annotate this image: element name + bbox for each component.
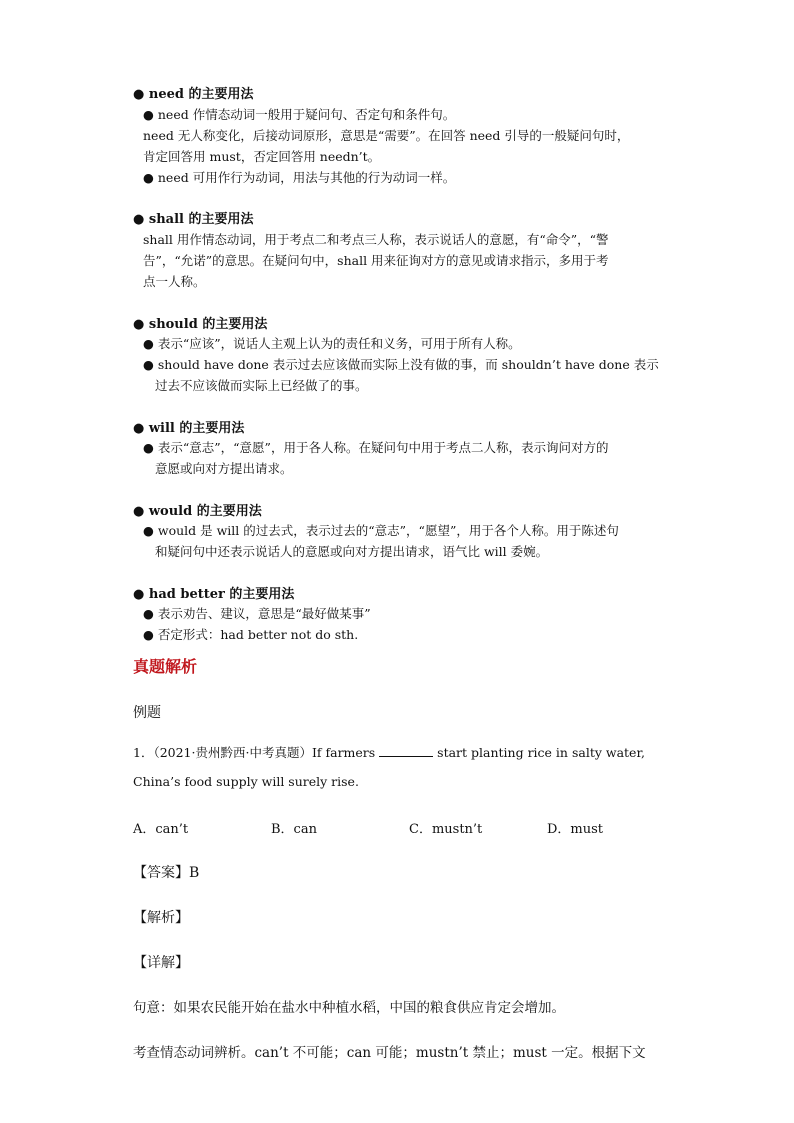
option-a: A．can’t: [133, 822, 189, 837]
shall-heading: ● shall 的主要用法: [133, 212, 254, 227]
question-line-2: China’s food supply will surely rise.: [133, 774, 359, 789]
shall-line-2: 告”，“允诺”的意思。在疑问句中，shall 用来征询对方的意见或请求指示，多用于考: [143, 253, 609, 268]
section-title: 真题解析: [133, 657, 198, 676]
question-suffix: start planting rice in salty water,: [437, 745, 646, 760]
need-line-3: 肯定回答用 must，否定回答用 needn’t。: [143, 149, 381, 164]
will-line-2: 意愿或向对方提出请求。: [155, 461, 293, 476]
example-label: 例题: [133, 705, 161, 721]
had-better-line-2: ● 否定形式：had better not do sth.: [143, 627, 359, 642]
sentence-meaning: 句意：如果农民能开始在盐水中种植水稻，中国的粮食供应肯定会增加。: [133, 1000, 565, 1016]
option-b: B．can: [271, 822, 317, 837]
should-heading: ● should 的主要用法: [133, 317, 268, 332]
need-heading: ● need 的主要用法: [133, 87, 254, 102]
answer-blank: [379, 746, 433, 757]
had-better-line-1: ● 表示劝告、建议，意思是“最好做某事”: [143, 606, 371, 621]
need-line-1: ● need 作情态动词一般用于疑问句、否定句和条件句。: [143, 107, 456, 122]
option-d: D．must: [547, 822, 604, 837]
will-heading: ● will 的主要用法: [133, 421, 245, 436]
need-line-2: need 无人称变化，后接动词原形，意思是“需要”。在回答 need 引导的一般疑问句时，: [143, 128, 630, 143]
should-line-1: ● 表示“应该”，说话人主观上认为的责任和义务，可用于所有人称。: [143, 336, 521, 351]
detail-label: 【详解】: [133, 955, 189, 971]
analysis-label: 【解析】: [133, 910, 189, 926]
should-line-2: ● should have done 表示过去应该做而实际上没有做的事，而 shouldn’t have done 表示: [143, 357, 659, 372]
explanation-text: 考查情态动词辨析。can’t 不可能；can 可能；mustn’t 禁止；must 一定。根据下文: [133, 1045, 646, 1061]
question-line-1: [133, 743, 645, 761]
had-better-heading: ● had better 的主要用法: [133, 587, 295, 602]
should-line-3: 过去不应该做而实际上已经做了的事。: [155, 378, 368, 393]
answer-text: 【答案】B: [133, 865, 200, 881]
option-c: C．mustn’t: [409, 822, 483, 837]
will-line-1: ● 表示“意志”，“意愿”，用于各人称。在疑问句中用于考点二人称，表示询问对方的: [143, 440, 609, 455]
would-line-2: 和疑问句中还表示说话人的意愿或向对方提出请求，语气比 will 委婉。: [155, 544, 549, 559]
shall-line-3: 点一人称。: [143, 274, 206, 289]
need-line-4: ● need 可用作行为动词，用法与其他的行为动词一样。: [143, 170, 456, 185]
would-line-1: ● would 是 will 的过去式，表示过去的“意志”，“愿望”，用于各个人称。用于陈述句: [143, 523, 619, 538]
question-prefix: 1．（2021·贵州黔西·中考真题）If farmers: [133, 745, 376, 760]
shall-line-1: shall 用作情态动词，用于考点二和考点三人称，表示说话人的意愿，有“命令”，“警: [143, 232, 609, 247]
would-heading: ● would 的主要用法: [133, 504, 262, 519]
